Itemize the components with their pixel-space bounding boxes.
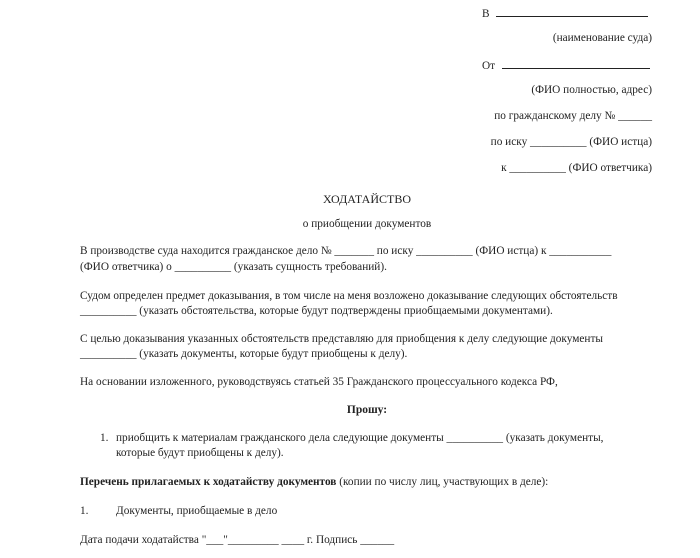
from-prefix: От [482,60,496,72]
case-number-line: по гражданскому делу № ______ [494,110,652,122]
paragraph-3-line-1: С целью доказывания указанных обстоятельств представляю для приобщения к делу следующие документы [80,333,603,345]
paragraph-2-line-2: __________ (указать обстоятельства, которые будут подтверждены приобщаемыми документами). [80,305,553,317]
paragraph-2-line-1: Судом определен предмет доказывания, в том числе на меня возложено доказывание следующих обстоятельств [80,290,618,302]
applicant-blank [502,58,650,69]
paragraph-4: На основании изложенного, руководствуясь статьей 35 Гражданского процессуального кодекса РФ, [80,376,558,388]
applicant-caption: (ФИО полностью, адрес) [531,84,652,96]
document-title: ХОДАТАЙСТВО [323,192,411,206]
request-heading: Прошу: [346,404,388,416]
attachment-item-text: Документы, приобщаемые в дело [116,505,278,517]
paragraph-1-line-2: (ФИО ответчика) о __________ (указать сущность требований). [80,261,387,273]
court-name-caption: (наименование суда) [552,32,652,44]
attachment-item-number: 1. [80,505,89,517]
attachments-heading-bold: Перечень прилагаемых к ходатайству документов [80,476,337,488]
from-line [482,58,650,72]
claimant-line: по иску __________ (ФИО истца) [490,136,652,148]
to-line [482,6,648,20]
filing-date-signature-line: Дата подачи ходатайства "___"_________ ____ г. Подпись ______ [80,534,395,546]
attachments-heading [80,476,548,488]
defendant-line: к __________ (ФИО ответчика) [501,162,652,174]
request-item-line-2: которые будут приобщены к делу). [116,447,284,459]
attachments-heading-rest: (копии по числу лиц, участвующих в деле): [339,476,549,488]
to-prefix: В [482,8,490,20]
request-item-line-1: приобщить к материалам гражданского дела следующие документы __________ (указать документы, [116,432,604,444]
paragraph-3-line-2: __________ (указать документы, которые будут приобщены к делу). [80,348,408,360]
paragraph-1-line-1: В производстве суда находится гражданское дело № _______ по иску __________ (ФИО истца) к ___________ [80,245,612,257]
request-item-number: 1. [100,432,109,444]
document-subtitle: о приобщении документов [302,218,432,230]
addressee-block [480,4,652,184]
court-name-blank [496,6,648,17]
